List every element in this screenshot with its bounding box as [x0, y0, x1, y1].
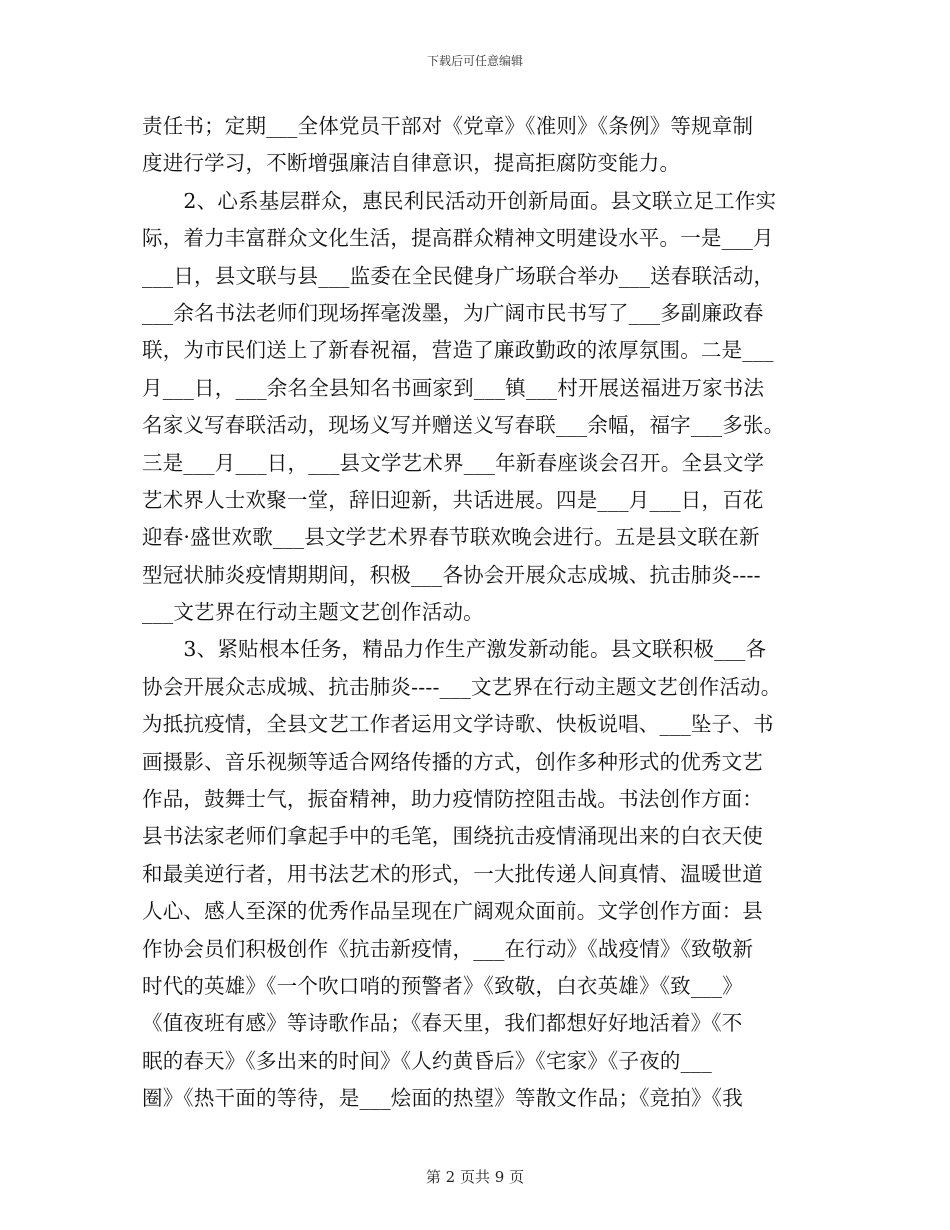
text-line: 联，为市民们送上了新春祝福，营造了廉政勤政的浓厚氛围。二是___	[142, 338, 774, 363]
text-line: ___日，县文联与县___监委在全民健身广场联合举办___送春联活动，	[142, 263, 775, 288]
text-line: 人心、感人至深的优秀作品呈现在广阔观众面前。文学创作方面：县	[142, 899, 763, 924]
text-line: 月___日，___余名全县知名书画家到___镇___村开展送福进万家书法	[142, 375, 765, 400]
text-line: 型冠状肺炎疫情期期间，积极___各协会开展众志成城、抗击肺炎----	[142, 562, 761, 587]
text-line: 为抵抗疫情，全县文艺工作者运用文学诗歌、快板说唱、___坠子、书	[142, 712, 774, 737]
page-header: 下载后可任意编辑	[426, 54, 523, 68]
text-line: 和最美逆行者，用书法艺术的形式，一大批传递人间真情、温暖世道	[142, 861, 763, 886]
text-line: 作协会员们积极创作《抗击新疫情，___在行动》《战疫情》《致敬新	[142, 936, 754, 961]
text-line: 度进行学习，不断增强廉洁自律意识，提高拒腐防变能力。	[142, 151, 681, 176]
text-line: 责任书；定期___全体党员干部对《党章》《准则》《条例》等规章制	[142, 114, 754, 138]
text-line: 协会开展众志成城、抗击肺炎----___文艺界在行动主题文艺创作活动。	[142, 674, 782, 699]
text-line: 作品，鼓舞士气，振奋精神，助力疫情防控阻击战。书法创作方面：	[142, 787, 763, 812]
text-line: ___余名书法老师们现场挥毫泼墨，为广阔市民书写了___多副廉政春	[142, 300, 764, 325]
text-line: 3、紧贴根本任务，精品力作生产激发新动能。县文联积极___各	[142, 637, 767, 662]
text-line: 眠的春天》《多出来的时间》《人约黄昏后》《宅家》《子夜的___	[142, 1048, 712, 1073]
text-line: 2、心系基层群众，惠民利民活动开创新局面。县文联立足工作实	[142, 188, 777, 213]
text-line: ___文艺界在行动主题文艺创作活动。	[142, 600, 484, 625]
text-line: 县书法家老师们拿起手中的毛笔，围绕抗击疫情涌现出来的白衣天使	[142, 824, 763, 849]
text-line: 时代的英雄》《一个吹口哨的预警者》《致敬，白衣英雄》《致___》	[142, 973, 743, 998]
text-line: 三是___月___日，___县文学艺术界___年新春座谈会召开。全县文学	[142, 450, 765, 475]
text-line: 迎春·盛世欢歌___县文学艺术界春节联欢晚会进行。五是县文联在新	[142, 525, 760, 550]
text-line: 画摄影、音乐视频等适合网络传播的方式，创作多种形式的优秀文艺	[142, 749, 763, 774]
text-line: 艺术界人士欢聚一堂，辞旧迎新，共话进展。四是___月___日，百花	[142, 487, 764, 512]
text-line: 圈》《热干面的等待，是___烩面的热望》等散文作品；《竞拍》《我	[142, 1086, 743, 1111]
document-body	[142, 108, 807, 1118]
text-line: 《值夜班有感》等诗歌作品；《春天里，我们都想好好地活着》《不	[142, 1011, 743, 1036]
text-line: 际，着力丰富群众文化生活，提高群众精神文明建设水平。一是___月	[142, 226, 774, 251]
text-line: 名家义写春联活动，现场义写并赠送义写春联___余幅，福字___多张。	[142, 413, 785, 438]
page-footer: 第 2 页共 9 页	[425, 1168, 525, 1186]
